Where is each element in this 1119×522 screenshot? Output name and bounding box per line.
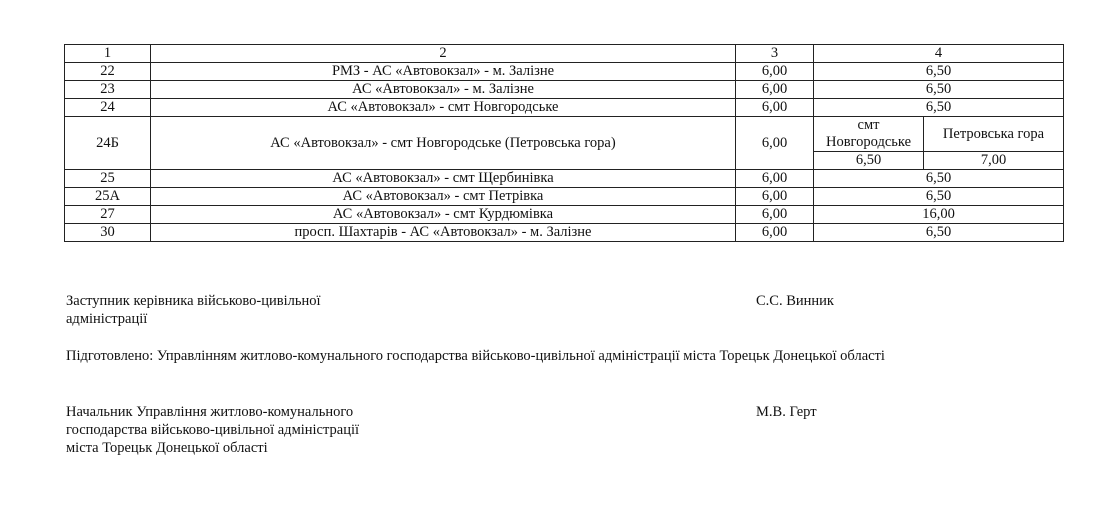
split-row: [65, 117, 1064, 152]
route-name: АС «Автовокзал» - смт Новгородське: [151, 99, 736, 117]
route-name: АС «Автовокзал» - смт Петрівка: [151, 188, 736, 206]
route-name: АС «Автовокзал» - смт Новгородське (Петровська гора): [151, 117, 736, 170]
route-number: 30: [65, 224, 151, 242]
route-name: АС «Автовокзал» - смт Курдюмівка: [151, 206, 736, 224]
col3-value: 6,00: [736, 224, 814, 242]
header-row: [65, 45, 1064, 63]
header-cell: 2: [151, 45, 736, 63]
col4-value: 6,50: [814, 81, 1064, 99]
col4-value: 6,50: [814, 99, 1064, 117]
route-name: АС «Автовокзал» - смт Щербинівка: [151, 170, 736, 188]
route-name: АС «Автовокзал» - м. Залізне: [151, 81, 736, 99]
col3-value: 6,00: [736, 206, 814, 224]
header-cell: 4: [814, 45, 1064, 63]
route-name: РМЗ - АС «Автовокзал» - м. Залізне: [151, 63, 736, 81]
signature1-name: С.С. Винник: [756, 293, 834, 309]
col3-value: 6,00: [736, 188, 814, 206]
route-number: 25: [65, 170, 151, 188]
table-row: [65, 81, 1064, 99]
header-cell: 3: [736, 45, 814, 63]
signature2-name: М.В. Герт: [756, 404, 817, 420]
route-number: 23: [65, 81, 151, 99]
route-number: 24: [65, 99, 151, 117]
table-row: [65, 224, 1064, 242]
sub-label-b: Петровська гора: [924, 117, 1064, 152]
col4-value: 6,50: [814, 170, 1064, 188]
route-number: 27: [65, 206, 151, 224]
table-row: [65, 206, 1064, 224]
signature2-title-line: Начальник Управління житлово-комунального: [66, 404, 354, 420]
col3-value: 6,00: [736, 99, 814, 117]
sub-value-b: 7,00: [924, 152, 1064, 170]
prepared-by-text: Підготовлено: Управлінням житлово-комунального господарства військово-цивільної адміністрації міста Торецьк Донецької області: [66, 348, 885, 364]
table-row: [65, 188, 1064, 206]
tariff-table: [64, 44, 1064, 242]
col4-value: 6,50: [814, 224, 1064, 242]
col3-value: 6,00: [736, 81, 814, 99]
col4-value: 16,00: [814, 206, 1064, 224]
table-row: [65, 170, 1064, 188]
sub-label-a: смт Новгородське: [814, 117, 924, 152]
col3-value: 6,00: [736, 117, 814, 170]
col4-value: 6,50: [814, 63, 1064, 81]
route-number: 24Б: [65, 117, 151, 170]
signature2-title-line: господарства військово-цивільної адміністрації: [66, 422, 360, 438]
signature1-title-line: Заступник керівника військово-цивільної: [66, 293, 321, 309]
col3-value: 6,00: [736, 63, 814, 81]
signature2-title: [66, 403, 359, 457]
col3-value: 6,00: [736, 170, 814, 188]
route-number: 22: [65, 63, 151, 81]
route-name: просп. Шахтарів - АС «Автовокзал» - м. Залізне: [151, 224, 736, 242]
route-number: 25А: [65, 188, 151, 206]
signature2-title-line: міста Торецьк Донецької області: [66, 440, 268, 456]
signature1-title-line: адміністрації: [66, 311, 148, 327]
sub-value-a: 6,50: [814, 152, 924, 170]
signature1-title: [66, 292, 320, 328]
table-row: [65, 63, 1064, 81]
table-row: [65, 99, 1064, 117]
header-cell: 1: [65, 45, 151, 63]
col4-value: 6,50: [814, 188, 1064, 206]
